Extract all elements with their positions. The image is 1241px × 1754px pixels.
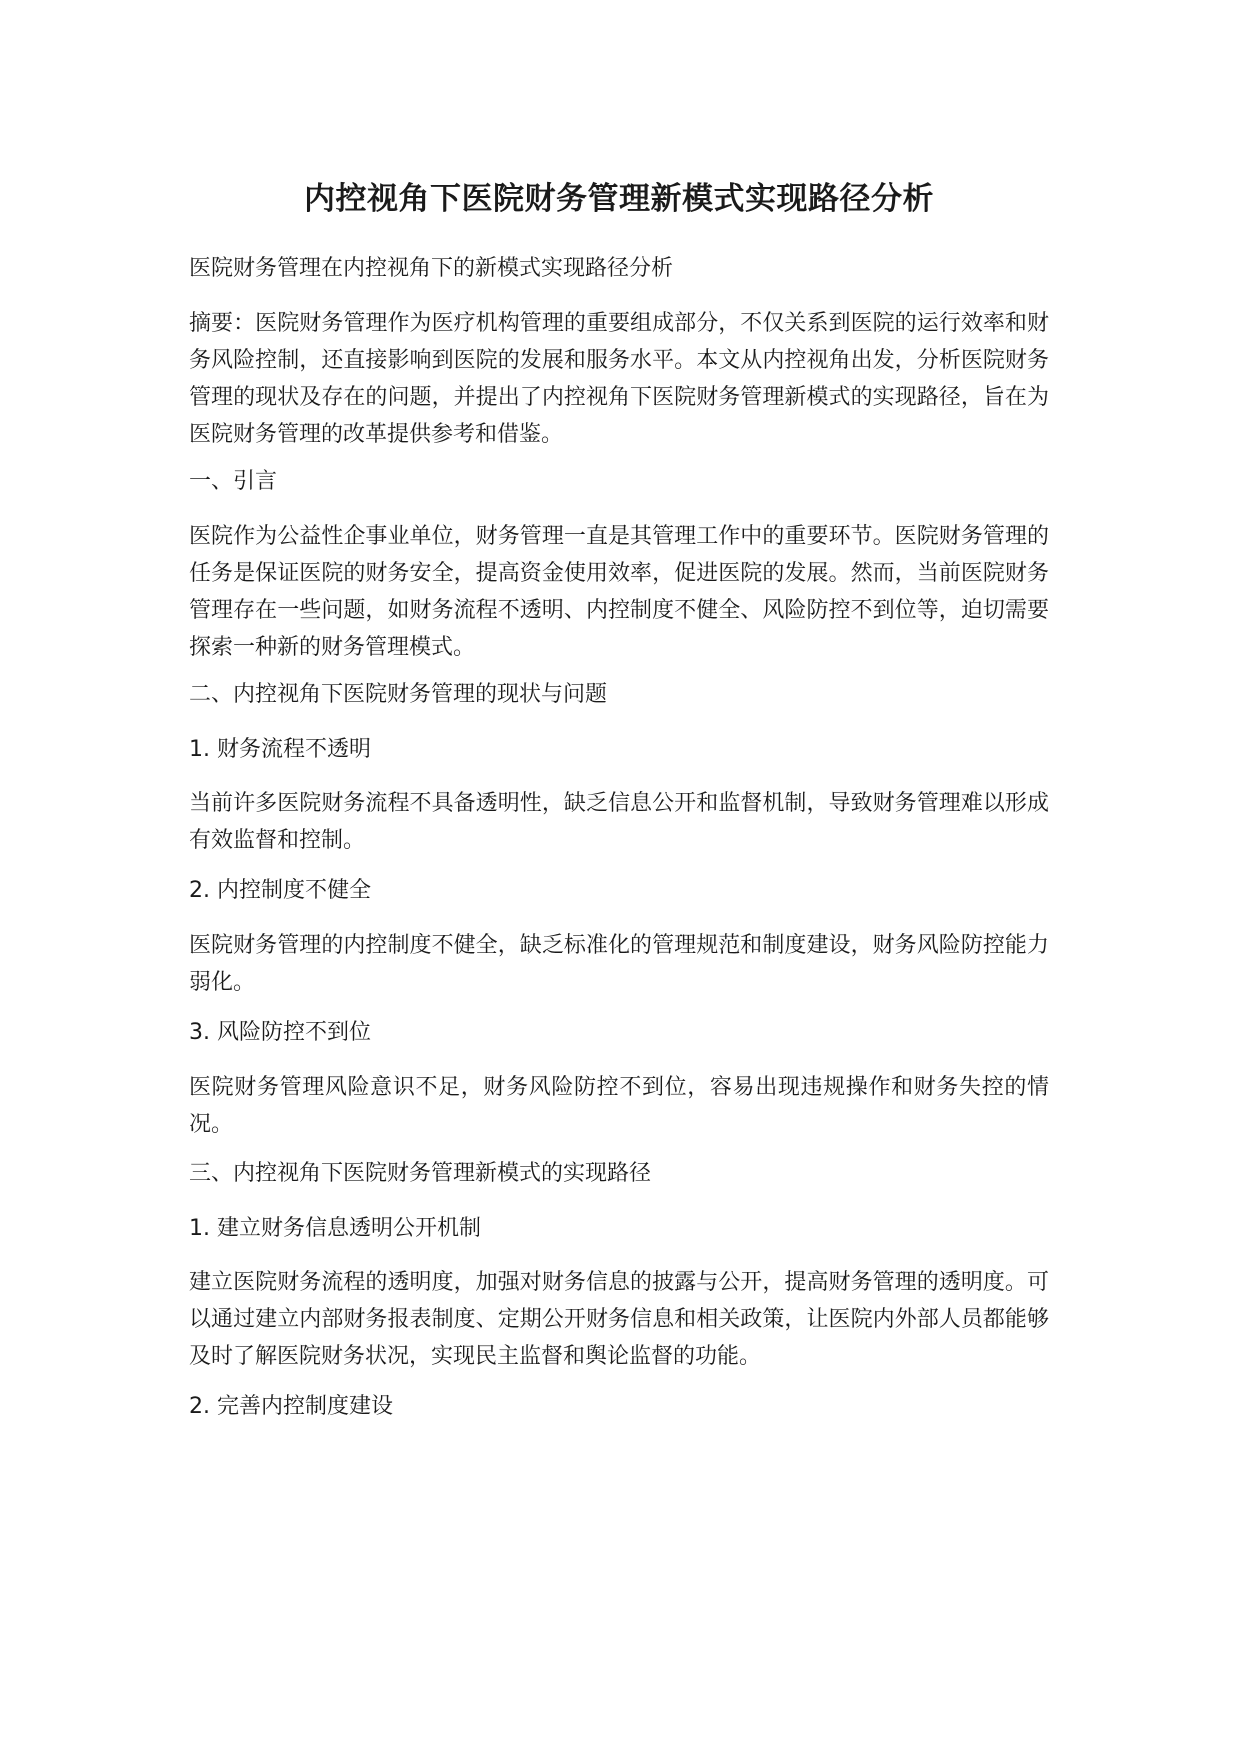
subheading-risk-prevention: 3. 风险防控不到位 (189, 1020, 371, 1045)
subheading-opaque-process: 1. 财务流程不透明 (189, 737, 371, 762)
abstract-paragraph: 摘要：医院财务管理作为医疗机构管理的重要组成部分，不仅关系到医院的运行效率和财务风险控制，还直接影响到医院的发展和服务水平。本文从内控视角出发，分析医院财务管理的现状及存在的问题，并提出了内控视角下医院财务管理新模式的实现路径，旨在为医院财务管理的改革提供参考和借鉴。 (189, 311, 1049, 447)
section-heading-implementation-path: 三、内控视角下医院财务管理新模式的实现路径 (189, 1161, 652, 1186)
section-heading-introduction: 一、引言 (189, 469, 278, 494)
paragraph-weak-controls: 医院财务管理的内控制度不健全，缺乏标准化的管理规范和制度建设，财务风险防控能力弱化。 (189, 933, 1049, 995)
paragraph-opaque-process: 当前许多医院财务流程不具备透明性，缺乏信息公开和监督机制，导致财务管理难以形成有效监督和控制。 (189, 791, 1049, 853)
document-title: 内控视角下医院财务管理新模式实现路径分析 (304, 181, 934, 217)
subheading-transparency-mechanism: 1. 建立财务信息透明公开机制 (189, 1216, 481, 1241)
introduction-paragraph: 医院作为公益性企事业单位，财务管理一直是其管理工作中的重要环节。医院财务管理的任务是保证医院的财务安全，提高资金使用效率，促进医院的发展。然而，当前医院财务管理存在一些问题，如财务流程不透明、内控制度不健全、风险防控不到位等，迫切需要探索一种新的财务管理模式。 (189, 524, 1049, 660)
subheading-improve-controls: 2. 完善内控制度建设 (189, 1394, 393, 1419)
subheading-weak-controls: 2. 内控制度不健全 (189, 878, 371, 903)
paragraph-transparency-mechanism: 建立医院财务流程的透明度，加强对财务信息的披露与公开，提高财务管理的透明度。可以通过建立内部财务报表制度、定期公开财务信息和相关政策，让医院内外部人员都能够及时了解医院财务状况，实现民主监督和舆论监督的功能。 (189, 1270, 1049, 1369)
section-heading-status-problems: 二、内控视角下医院财务管理的现状与问题 (189, 682, 608, 707)
paragraph-risk-prevention: 医院财务管理风险意识不足，财务风险防控不到位，容易出现违规操作和财务失控的情况。 (189, 1075, 1049, 1137)
document-subtitle: 医院财务管理在内控视角下的新模式实现路径分析 (189, 256, 674, 281)
